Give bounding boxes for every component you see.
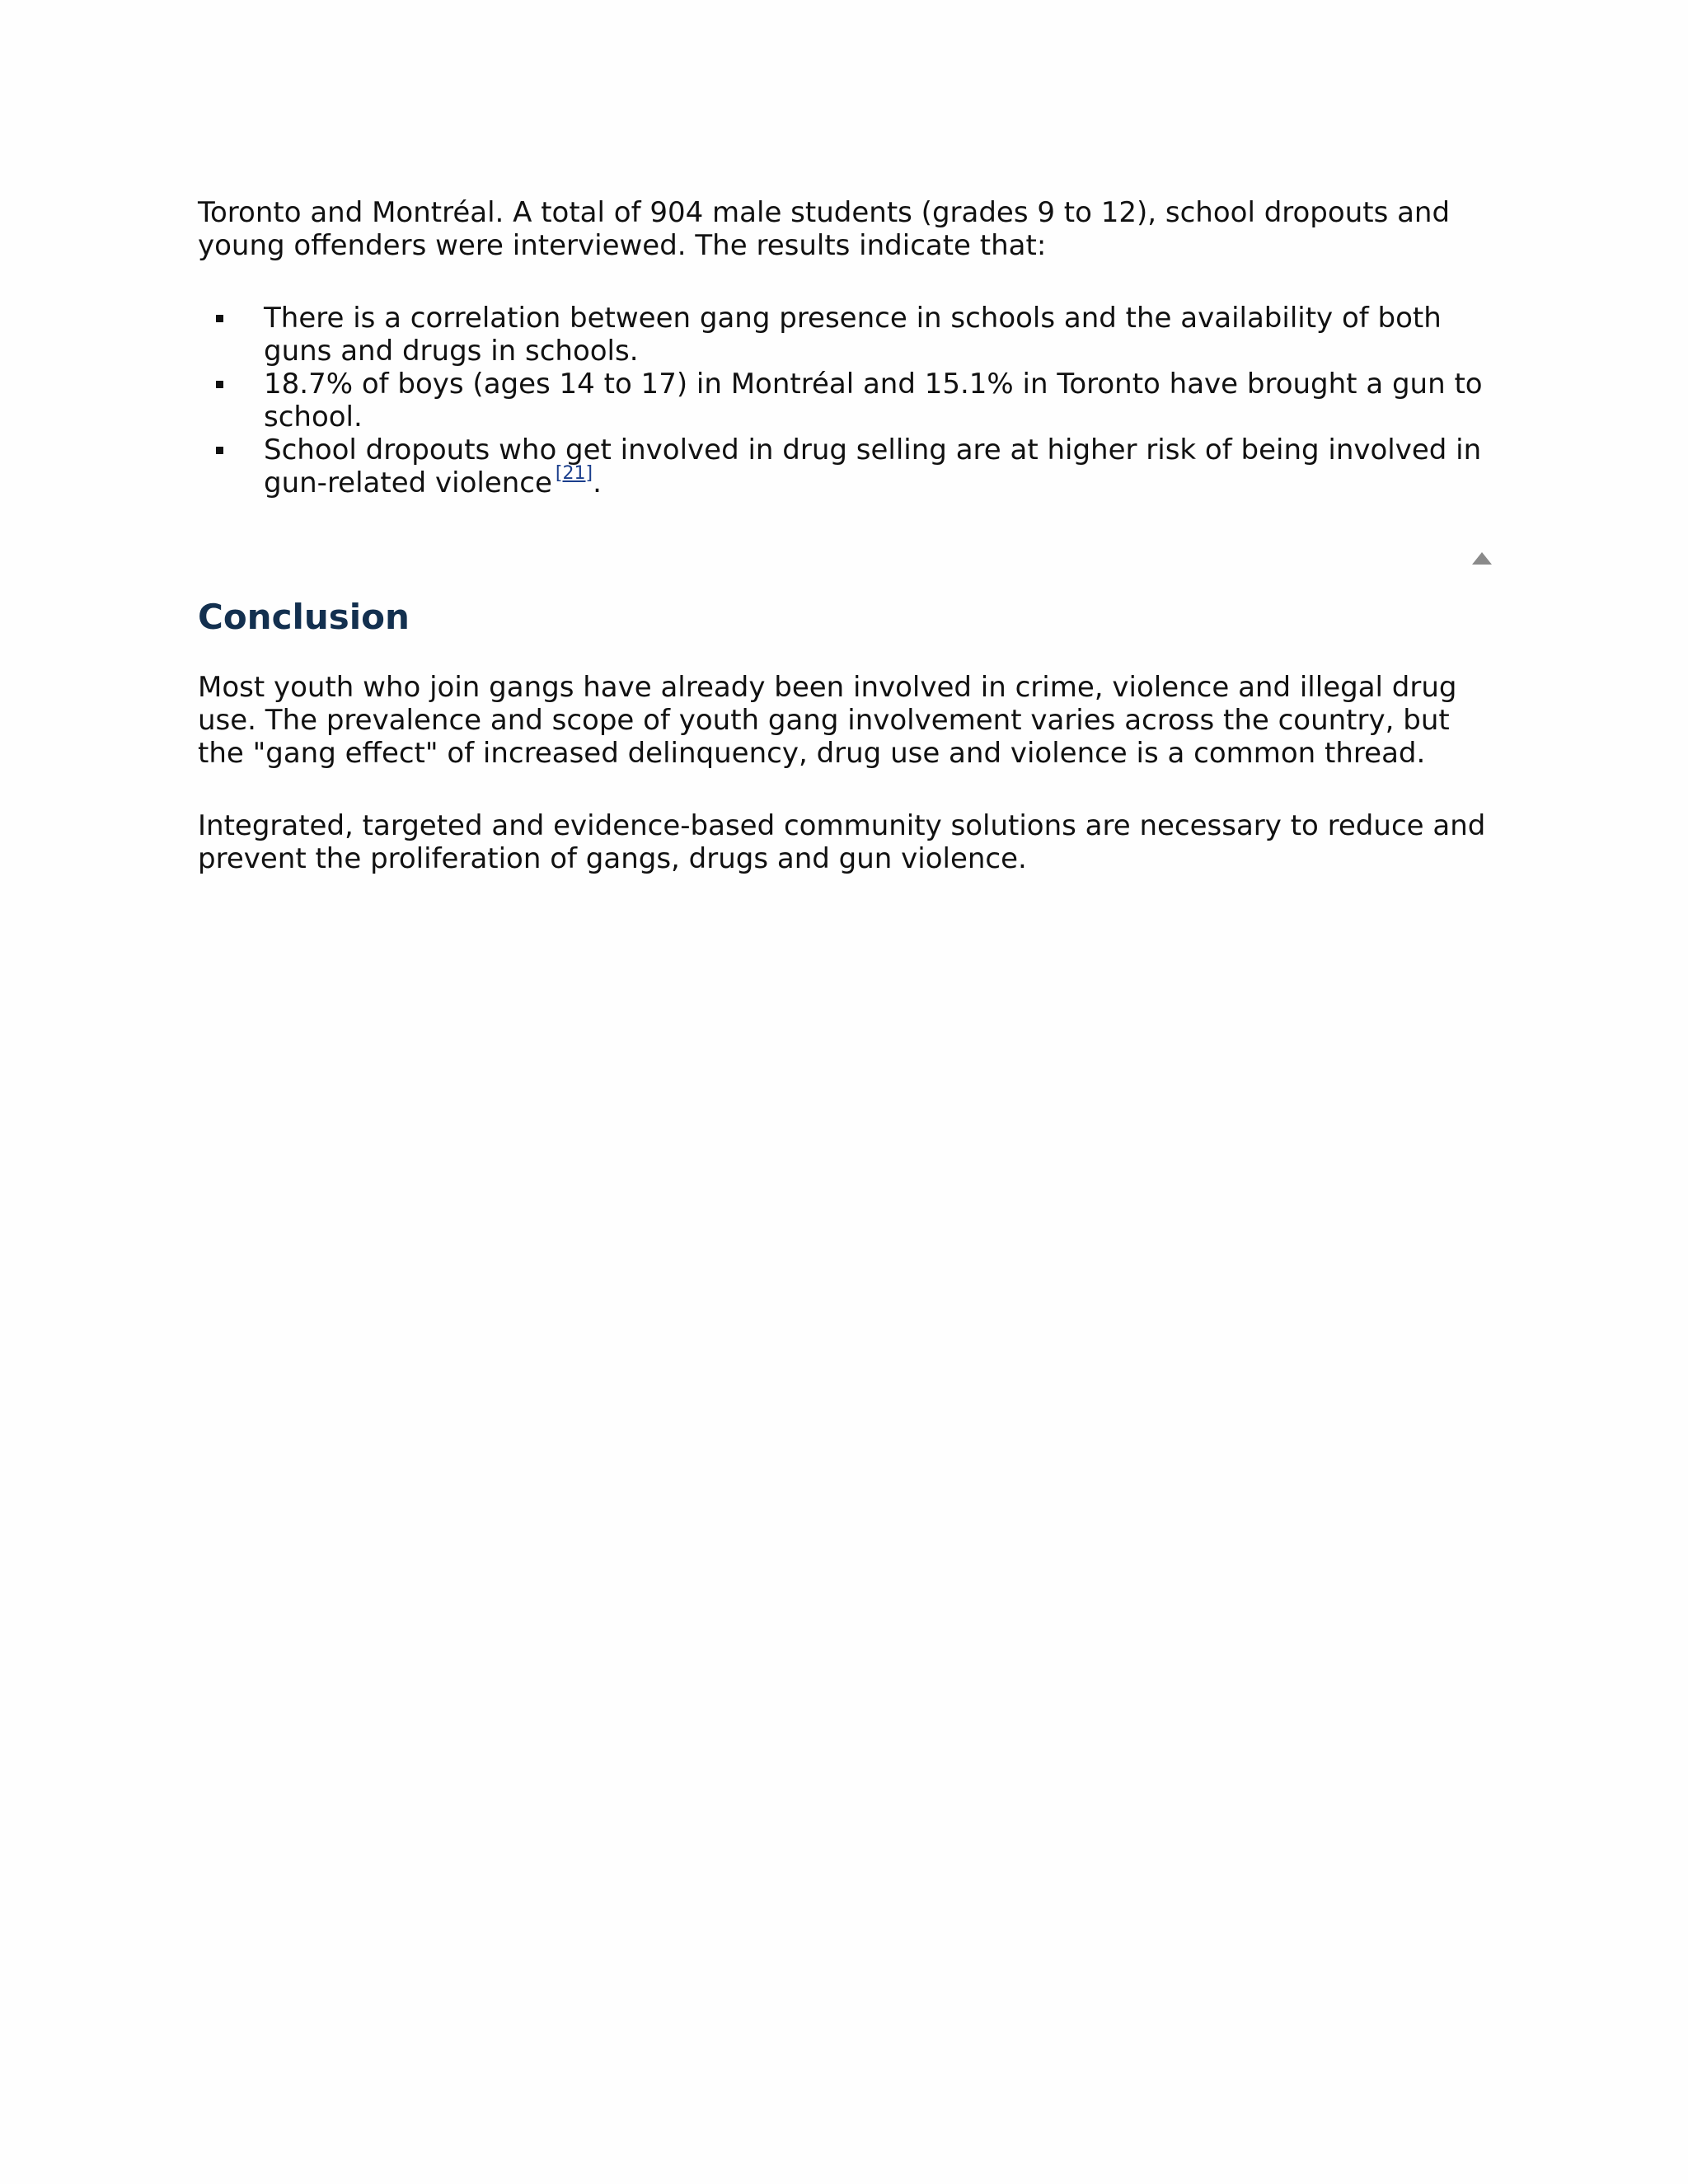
findings-list xyxy=(198,302,1492,499)
list-item xyxy=(198,368,1492,434)
conclusion-paragraph-1: Most youth who join gangs have already been involved in crime, violence and illegal drug use. The prevalence and scope of youth gang involvement varies across the country, but the "gang effect" of increased delinquency, drug use and violence is a common thread. xyxy=(198,671,1457,770)
bullet-square-icon xyxy=(216,381,223,388)
bullet-square-icon xyxy=(216,447,223,454)
list-item-text: School dropouts who get involved in drug selling are at higher risk of being involved in gun-related violence xyxy=(264,434,1482,499)
footnote-link-21[interactable]: [21] xyxy=(555,462,593,484)
back-to-top-row xyxy=(198,547,1492,580)
section-heading-conclusion: Conclusion xyxy=(198,597,410,637)
list-item xyxy=(198,302,1492,368)
list-item-suffix: . xyxy=(593,466,602,499)
list-item xyxy=(198,434,1492,499)
intro-paragraph: Toronto and Montréal. A total of 904 male students (grades 9 to 12), school dropouts and young offenders were interviewed. The results indicate that: xyxy=(198,196,1451,262)
list-item-text: 18.7% of boys (ages 14 to 17) in Montréal and 15.1% in Toronto have brought a gun to school. xyxy=(264,368,1483,434)
list-item-text: There is a correlation between gang presence in schools and the availability of both guns and drugs in schools. xyxy=(264,302,1442,368)
document-page xyxy=(198,196,1492,875)
conclusion-paragraph-2: Integrated, targeted and evidence-based community solutions are necessary to reduce and prevent the proliferation of gangs, drugs and gun violence. xyxy=(198,809,1486,875)
bullet-square-icon xyxy=(216,315,223,322)
triangle-up-icon[interactable] xyxy=(1472,552,1492,565)
